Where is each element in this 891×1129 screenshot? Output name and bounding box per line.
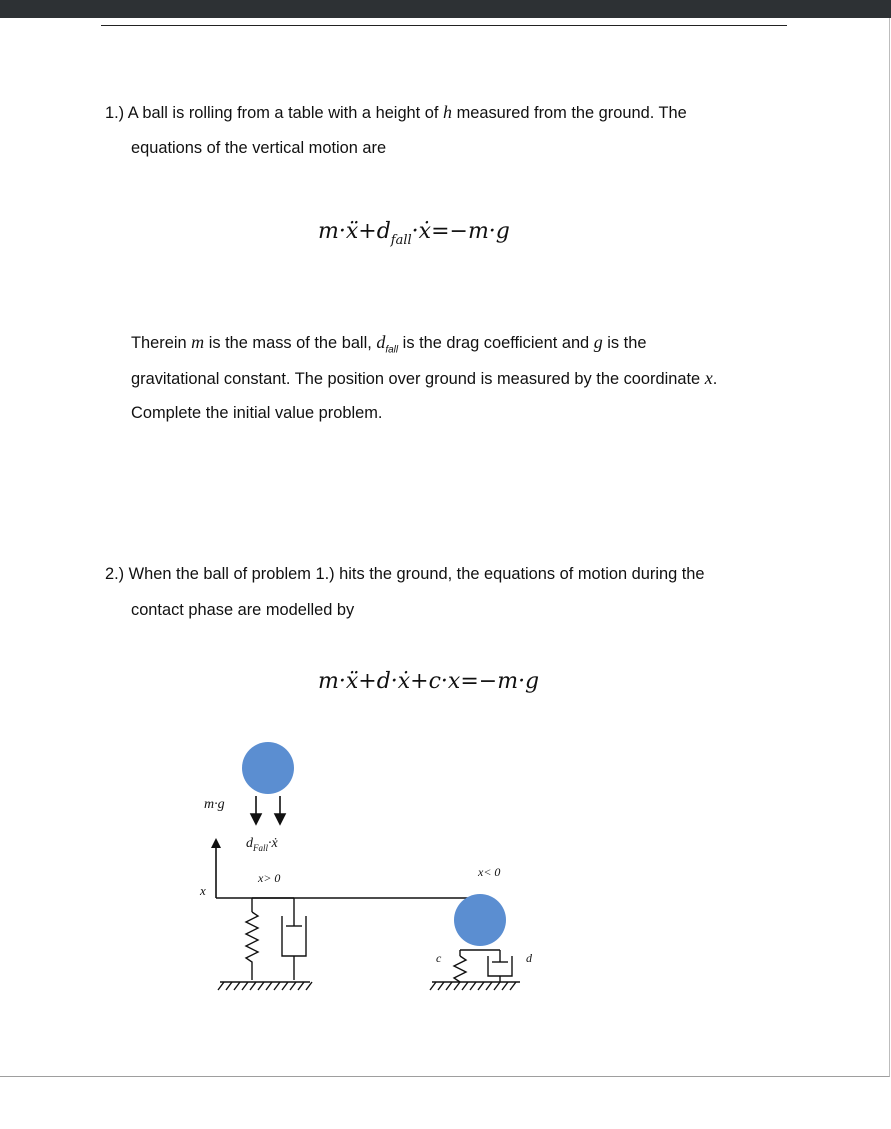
left-spring-damper xyxy=(218,898,312,990)
x-negative-label: x< 0 xyxy=(478,865,501,879)
coordinate-arrow-icon xyxy=(211,838,221,898)
document-page xyxy=(0,18,890,1077)
equation-free-fall: $m\cdot ẍ+d_{fall}\cdot ẋ=-m\cdot g$ xyxy=(318,219,510,248)
contact-ball xyxy=(454,894,506,946)
damper-label: d xyxy=(526,951,532,965)
falling-ball xyxy=(242,742,294,794)
problem2-line2: contact phase are modelled by xyxy=(131,601,355,619)
gravity-label: m·g xyxy=(204,797,225,812)
problem1-text3: Complete the initial value problem. xyxy=(131,404,383,422)
problem1-text1: Therein m is the mass of the ball, $d_{fall}$ is the drag coefficient and g is the xyxy=(131,332,647,356)
problem1-line2: equations of the vertical motion are xyxy=(131,139,387,157)
equation-contact-phase: m·ẍ+d·ẋ+c·x=−m·g xyxy=(318,669,540,694)
problem1-text2: gravitational constant. The position over ground is measured by the coordinate x. xyxy=(131,368,718,388)
header-rule xyxy=(101,25,787,26)
spring-label: c xyxy=(436,951,442,965)
x-positive-label: x> 0 xyxy=(258,871,281,885)
problem2-line1: 2.) When the ball of problem 1.) hits the ground, the equations of motion during the xyxy=(105,565,705,583)
viewer-top-bar xyxy=(0,0,891,18)
drag-label: $d_{Fall}\cdot ẋ$ xyxy=(246,836,278,853)
coordinate-label: x xyxy=(200,883,206,898)
problem1-line1: 1.) A ball is rolling from a table with a height of h measured from the ground. The xyxy=(105,102,687,122)
right-spring-damper xyxy=(430,950,520,990)
force-arrows-icon xyxy=(251,796,285,824)
contact-model-figure xyxy=(190,730,560,995)
